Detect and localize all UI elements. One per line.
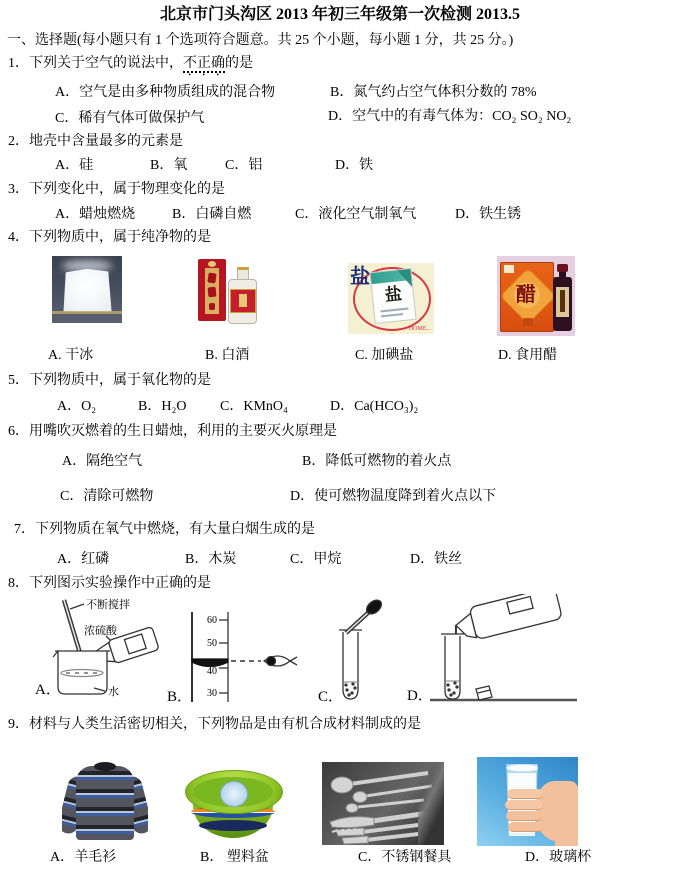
liquor-box-calligraphy-3 bbox=[209, 303, 215, 310]
sweater-body bbox=[76, 766, 134, 840]
water-label: 水 bbox=[108, 686, 119, 698]
q9-option-d: D．玻璃杯 bbox=[525, 850, 592, 865]
q6-option-b: B．降低可燃物的着火点 bbox=[302, 454, 452, 469]
q7-option-b: B．木炭 bbox=[185, 552, 237, 567]
finger-2 bbox=[505, 800, 543, 810]
q3-option-b: B．白磷自燃 bbox=[172, 207, 252, 222]
vinegar-box-mark bbox=[523, 318, 533, 326]
q4-option-a: A. 干冰 bbox=[48, 348, 94, 363]
q1-option-c: C．稀有气体可做保护气 bbox=[55, 111, 205, 126]
plastic-bowl-photo bbox=[183, 768, 283, 843]
liquor-bottle bbox=[228, 267, 256, 323]
q5-option-b: B．H₂O bbox=[138, 399, 187, 414]
salt-bag-textline-2 bbox=[381, 313, 403, 317]
vinegar-box bbox=[500, 262, 554, 332]
diagram-dropper bbox=[300, 594, 410, 708]
beaker bbox=[53, 651, 110, 694]
dry-ice-block bbox=[59, 268, 115, 312]
q9-stem: 9．材料与人类生活密切相关，下列物品是由有机合成材料制成的是 bbox=[8, 717, 421, 732]
tick-50: 50 bbox=[207, 638, 217, 649]
q9-option-a: A．羊毛衫 bbox=[50, 850, 117, 865]
q1-stem bbox=[8, 55, 253, 79]
q4-stem: 4．下列物质中，属于纯净物的是 bbox=[8, 230, 211, 245]
salt-corner-character: 盐 bbox=[350, 266, 370, 288]
q3-option-a: A．蜡烛燃烧 bbox=[55, 207, 136, 222]
q1-option-d: D．空气中的有毒气体为：CO₂ SO₂ NO₂ bbox=[328, 109, 572, 124]
q1-stem-post: 的是 bbox=[225, 56, 253, 71]
section-heading: 一、选择题(每小题只有 1 个选项符合题意。共 25 个小题，每小题 1 分，共 25 分。) bbox=[7, 33, 514, 48]
table-edge bbox=[52, 311, 122, 314]
stir-label: 不断搅拌 bbox=[86, 599, 130, 611]
q4-option-b: B. 白酒 bbox=[205, 348, 250, 363]
q8-letter-c: C． bbox=[318, 689, 344, 705]
q8-letter-a: A． bbox=[35, 682, 61, 698]
q5-stem: 5．下列物质中，属于氧化物的是 bbox=[8, 373, 211, 388]
q8-letter-b: B． bbox=[167, 689, 193, 705]
q6-option-c: C．清除可燃物 bbox=[60, 489, 154, 504]
q1-option-a: A．空气是由多种物质组成的混合物 bbox=[55, 85, 276, 100]
liquor-bottle-label-mark bbox=[239, 294, 247, 307]
liquor-box bbox=[198, 259, 226, 321]
q9-option-c: C．不锈钢餐具 bbox=[358, 850, 452, 865]
q6-option-d: D．使可燃物温度降到着火点以下 bbox=[290, 489, 497, 504]
tick-40: 40 bbox=[207, 666, 217, 677]
cutlery-backdrop-fold bbox=[418, 762, 444, 845]
q2-stem: 2．地壳中含量最多的元素是 bbox=[8, 134, 183, 149]
bowl-sticker bbox=[220, 781, 248, 807]
glass-photo bbox=[477, 757, 578, 846]
liquor-box-calligraphy-1 bbox=[207, 272, 216, 283]
tick-30: 30 bbox=[207, 688, 217, 699]
q7-option-c: C．甲烷 bbox=[290, 552, 342, 567]
liquor-bottle-label bbox=[230, 289, 256, 313]
q2-option-c: C．铝 bbox=[225, 158, 263, 173]
q6-stem: 6．用嘴吹灭燃着的生日蜡烛，利用的主要灭火原理是 bbox=[8, 424, 337, 439]
liquor-photo bbox=[197, 256, 259, 325]
liquor-box-calligraphy-2 bbox=[207, 287, 216, 298]
iodized-salt-photo bbox=[348, 263, 434, 334]
q8-stem: 8．下列图示实验操作中正确的是 bbox=[8, 576, 211, 591]
q1-option-b: B．氮气约占空气体积分数的 78% bbox=[330, 85, 537, 100]
sweater-photo bbox=[62, 754, 148, 846]
q7-option-a: A．红磷 bbox=[57, 552, 110, 567]
vinegar-character: 醋 bbox=[516, 284, 536, 306]
q2-option-d: D．铁 bbox=[335, 158, 374, 173]
q9-option-b: B． 塑料盆 bbox=[200, 850, 269, 865]
liquor-box-emblem bbox=[208, 261, 216, 267]
q1-stem-pre: 1．下列关于空气的说法中， bbox=[8, 56, 183, 71]
glass-rim bbox=[506, 764, 540, 772]
vinegar-bottle-cap bbox=[557, 264, 568, 272]
page-title: 北京市门头沟区 2013 年初三年级第一次检测 2013.5 bbox=[159, 6, 520, 23]
bowl-dark-band bbox=[199, 820, 267, 831]
salt-brand-text: HOME... bbox=[408, 326, 431, 332]
q3-stem: 3．下列变化中，属于物理变化的是 bbox=[8, 182, 225, 197]
q7-stem: 7．下列物质在氧气中燃烧，有大量白烟生成的是 bbox=[14, 522, 315, 537]
vinegar-bottle-label bbox=[556, 287, 569, 317]
vinegar-box-tag bbox=[504, 265, 514, 273]
q4-option-c: C. 加碘盐 bbox=[355, 348, 414, 363]
acid-label: 浓硫酸 bbox=[84, 625, 117, 637]
finger-4 bbox=[508, 822, 543, 832]
reagent-bottle bbox=[451, 594, 563, 644]
q2-option-a: A．硅 bbox=[55, 158, 94, 173]
wrist bbox=[555, 812, 578, 846]
salt-bag bbox=[369, 268, 416, 324]
q2-option-b: B．氧 bbox=[150, 158, 188, 173]
q6-option-a: A．隔绝空气 bbox=[62, 454, 143, 469]
sweater-collar bbox=[94, 762, 116, 771]
test-tube bbox=[441, 634, 464, 699]
vinegar-bottle bbox=[553, 264, 572, 332]
q3-option-c: C．液化空气制氧气 bbox=[295, 207, 417, 222]
salt-bag-character: 盐 bbox=[383, 284, 403, 305]
dry-ice-photo bbox=[52, 256, 122, 323]
q8-letter-d: D． bbox=[407, 688, 433, 704]
q7-option-d: D．铁丝 bbox=[410, 552, 463, 567]
dropper bbox=[346, 597, 384, 633]
vinegar-photo bbox=[497, 256, 575, 336]
q5-option-a: A．O₂ bbox=[57, 399, 97, 414]
stopper bbox=[476, 686, 492, 700]
q4-option-d: D. 食用醋 bbox=[498, 348, 558, 363]
q5-option-d: D．Ca(HCO₃)₂ bbox=[330, 399, 419, 414]
finger-3 bbox=[506, 811, 543, 821]
tick-60: 60 bbox=[207, 615, 217, 626]
cutlery-photo bbox=[322, 762, 444, 845]
vinegar-bottle-label-text bbox=[560, 290, 565, 312]
q3-option-d: D．铁生锈 bbox=[455, 207, 522, 222]
salt-bag-textline-1 bbox=[380, 307, 408, 312]
q5-option-c: C．KMnO₄ bbox=[220, 399, 288, 414]
q1-stem-emphasis: 不正确 bbox=[183, 56, 225, 71]
eye-icon bbox=[264, 656, 297, 666]
vinegar-bottle-body bbox=[553, 277, 572, 331]
finger-1 bbox=[507, 789, 543, 799]
